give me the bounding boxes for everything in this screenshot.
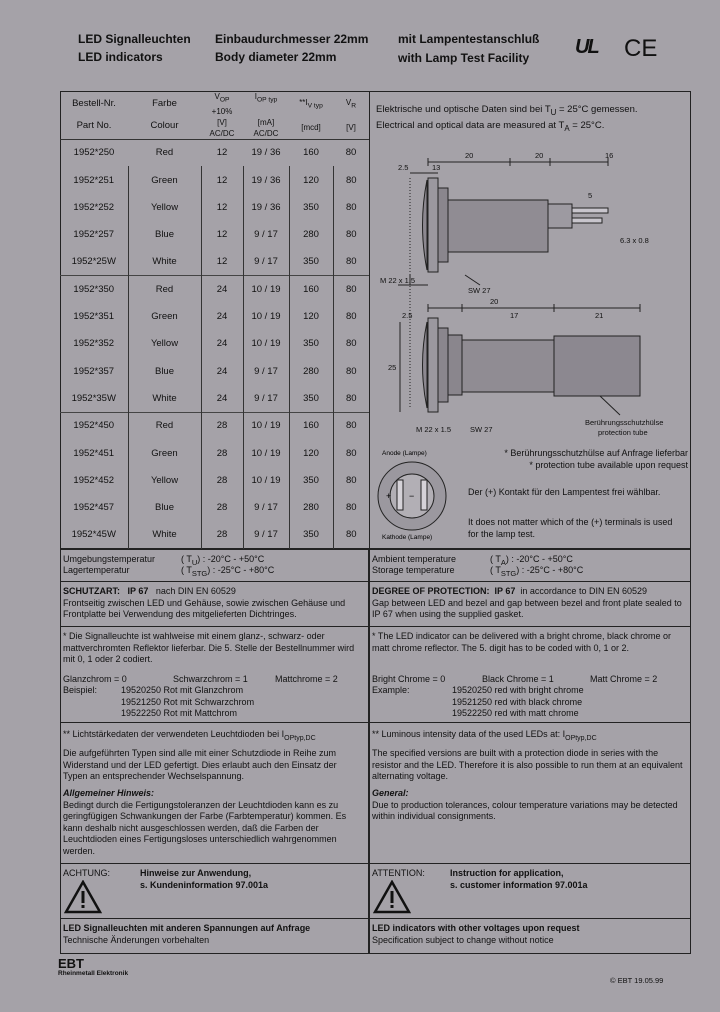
col-vr: $V_R$ [V] [333, 91, 369, 139]
table-row [60, 467, 369, 494]
table-cell: 9 / 17 [243, 521, 289, 548]
dim-label-m22-top: M 22 x 1.5 [380, 276, 416, 285]
table-cell: 9 / 17 [243, 221, 289, 248]
dim-label-20a: 20 [465, 151, 474, 160]
dim-label-25: 25 [388, 363, 397, 372]
temperatures-de: Umgebungstemperatur ( $T_U$) : -20°C - +50°C Lagertemperatur ( $T_{STG}$) : -25°C - +80°C [63, 554, 275, 578]
table-cell: 120 [289, 439, 333, 466]
ul-mark-icon: UL [575, 36, 598, 58]
table-cell: 10 / 19 [243, 439, 289, 466]
table-cell: 280 [289, 221, 333, 248]
minus-icon: − [409, 491, 415, 501]
table-cell: 1952*257 [73, 229, 115, 241]
terminal-1 [572, 208, 608, 213]
table-cell: 28 [201, 494, 243, 521]
divider-1-en [369, 581, 691, 582]
divider-4-de [60, 863, 369, 864]
table-cell: 28 [201, 412, 243, 439]
table-cell: 1952*35W [71, 392, 116, 404]
table-cell: 10 / 19 [243, 467, 289, 494]
table-cell: 350 [289, 330, 333, 357]
dim-label-sw27-bottom: SW 27 [470, 425, 493, 434]
body-diameter-en: Body diameter 22mm [215, 50, 337, 64]
diagram-label-top: Anode (Lampe) [382, 450, 427, 457]
table-row [60, 303, 369, 330]
dim-sw27 [465, 275, 480, 285]
title-de: LED Signalleuchten [78, 32, 191, 46]
table-cell: 1952*450 [60, 412, 128, 439]
table-cell: 80 [333, 248, 369, 275]
body-top [448, 200, 548, 252]
divider-1-de [60, 581, 369, 582]
divider-3-en [369, 722, 691, 723]
table-row [60, 221, 369, 248]
diode-note-de: Die aufgeführten Typen sind alle mit einer Schutzdiode in Reihe zum Widerstand und der LED gefertigt. Dies erlaubt auch den Einsatz der Typen an entsprechender Wechselspannung. [63, 748, 337, 781]
dim-label-13: 13 [432, 163, 441, 172]
lens-bottom [423, 322, 428, 408]
body-diameter-de: Einbaudurchmesser 22mm [215, 32, 369, 46]
table-row [60, 166, 369, 193]
col-part-no: Bestell-Nr. Part No. [60, 91, 128, 139]
table-cell: 80 [333, 521, 369, 548]
table-cell: 1952*357 [73, 365, 115, 377]
dim-label-2-5: 2.5 [398, 163, 409, 172]
table-cell: 80 [333, 357, 369, 384]
contact-note-de: Der (+) Kontakt für den Lampentest frei wählbar. [468, 487, 661, 497]
table-cell: 350 [289, 521, 333, 548]
table-cell: 24 [201, 276, 243, 303]
table-row [60, 412, 369, 439]
table-row [60, 439, 369, 466]
table-row [60, 521, 369, 548]
table-cell: 80 [333, 194, 369, 221]
table-cell: 1952*25W [71, 256, 116, 268]
table-cell: 80 [333, 276, 369, 303]
table-cell: White [128, 385, 201, 412]
table-cell: 80 [333, 412, 369, 439]
table-cell: Red [128, 412, 201, 439]
chrome-codes-de: Glanzchrom = 0 Schwarzchrom = 1 Mattchrome = 2 [63, 674, 338, 684]
table-cell: 80 [333, 494, 369, 521]
table-cell: 9 / 17 [243, 357, 289, 384]
table-cell: 350 [289, 248, 333, 275]
dim-label-5: 5 [588, 191, 593, 200]
body-bottom [462, 340, 554, 392]
table-row [60, 248, 369, 275]
col-iop: $I_{OP typ}$ [mA] AC/DC [243, 91, 289, 139]
table-cell: 9 / 17 [243, 494, 289, 521]
footer-en: LED indicators with other voltages upon request Specification subject to change without notice [372, 923, 580, 945]
table-cell: 160 [289, 276, 333, 303]
table-cell: 1952*451 [73, 447, 115, 459]
table-row [60, 385, 369, 412]
table-cell: Blue [128, 221, 201, 248]
table-cell: 9 / 17 [243, 385, 289, 412]
table-cell: 9 / 17 [243, 248, 289, 275]
diode-note-en: The specified versions are built with a protection diode in series with the resistor and the LED. Therefore it is also possible to run them at an equivalent alternating voltage. [372, 748, 683, 781]
table-cell: Green [128, 303, 201, 330]
table-cell: 19 / 36 [243, 166, 289, 193]
luminous-note-de: ** Lichtstärkedaten der verwendeten Leuchtdioden bei $I_{OPtyp,DC}$ [63, 729, 316, 742]
table-cell: 28 [201, 439, 243, 466]
table-cell: 80 [333, 221, 369, 248]
dim-label-m22-bottom: M 22 x 1.5 [416, 425, 452, 434]
table-cell: 24 [201, 303, 243, 330]
table-cell: 19 / 36 [251, 147, 281, 159]
table-cell: 80 [333, 303, 369, 330]
tube-note: * Berührungsschutzhülse auf Anfrage lieferbar * protection tube available upon request [504, 448, 688, 470]
table-cell: 120 [289, 166, 333, 193]
table-cell: 10 / 19 [243, 412, 289, 439]
general-note-en: General: Due to production tolerances, colour temperature variations may be detected within individual consignments. [372, 788, 678, 821]
protection-de: SCHUTZART: IP 67 nach DIN EN 60529 Frontseitig zwischen LED und Gehäuse, sowie zwischen Gehäuse und Frontplatte bei Verwendung des mitgelieferten Dichtringes. [63, 586, 346, 619]
table-cell: 80 [333, 166, 369, 193]
table-cell: 80 [333, 439, 369, 466]
dim-label-21: 21 [595, 311, 604, 320]
divider-2-de [60, 626, 369, 627]
bezel-bottom [428, 318, 438, 412]
lamp-test-de: mit Lampentestanschluß [398, 32, 540, 46]
table-cell: Yellow [128, 467, 201, 494]
table-cell: 24 [201, 330, 243, 357]
table-cell: Blue [128, 357, 201, 384]
warning-icon [64, 880, 102, 914]
measure-note-de: Elektrische und optische Daten sind bei $T_U = 25^\circ C$ gemessen. [376, 104, 638, 117]
plus-icon: + [386, 491, 392, 501]
diagram-label-bottom: Kathode (Lampe) [382, 534, 433, 541]
attention-text-en: Instruction for application, s. customer information 97.001a [450, 868, 588, 890]
divider-2-en [369, 626, 691, 627]
spec-table [60, 91, 369, 549]
general-note-de: Allgemeiner Hinweis: Bedingt durch die Fertigungstoleranzen der Leuchtdioden kann es zu geringfügigen Schwankungen der Farbe (Farbtemperatur) kommen. Es kann deshalb nicht ausgeschlossen werden, daß die Farben der Leuchtdioden eines Fertigungsloses unterschiedlich wahrgenommen werden. [63, 788, 347, 856]
table-row [60, 139, 369, 166]
chrome-codes-en: Bright Chrome = 0 Black Chrome = 1 Matt Chrome = 2 [372, 674, 658, 684]
nut-top [438, 188, 448, 262]
terminal-plus-b [421, 480, 427, 510]
divider-5-en [369, 918, 691, 919]
measure-note-en: Electrical and optical data are measured at $T_A = 25^\circ C$. [376, 120, 605, 133]
table-cell: 350 [289, 385, 333, 412]
tube-leader [600, 396, 620, 415]
dim-label-2-5-bottom: 2.5 [402, 311, 413, 320]
table-cell: 350 [289, 467, 333, 494]
table-cell: 1952*351 [73, 311, 115, 323]
table-cell: 10 / 19 [243, 303, 289, 330]
protection-en: DEGREE OF PROTECTION: IP 67 in accordance to DIN EN 60529 Gap between LED and bezel and gap between bezel and front plate sealed to IP 67 when using the supplied gasket. [372, 586, 682, 619]
table-cell: 1952*252 [73, 201, 115, 213]
table-cell: 160 [303, 147, 319, 159]
table-cell: 24 [201, 357, 243, 384]
connection-diagram [372, 446, 452, 542]
terminal-plus-a [397, 480, 403, 510]
table-cell: 28 [201, 467, 243, 494]
table-cell: Yellow [128, 194, 201, 221]
warning-icon [373, 880, 411, 914]
reflector-en: * The LED indicator can be delivered with a bright chrome, black chrome or matt chrome reflector. The 5. digit has to be coded with 0, 1 or 2. [372, 631, 671, 653]
table-cell: 1952*250 [73, 147, 115, 159]
table-cell: 12 [201, 248, 243, 275]
terminal-block-top [548, 204, 572, 228]
table-header-row [60, 91, 369, 139]
examples-en: Example: 19520250 red with bright chrome 19521250 red with black chrome 19522250 red with matt chrome [372, 685, 584, 718]
dim-top [428, 158, 608, 166]
divider-5-de [60, 918, 369, 919]
dim-label-17: 17 [510, 311, 519, 320]
brand-logo: EBT [58, 956, 84, 971]
col-vop: $V_{OP}$ +10% [V] AC/DC [201, 91, 243, 139]
lens-top [423, 180, 428, 270]
divider-4-en [369, 863, 691, 864]
footer-de: LED Signalleuchten mit anderen Spannungen auf Anfrage Technische Änderungen vorbehalten [63, 923, 311, 945]
dim-label-sw27-top: SW 27 [468, 286, 491, 295]
table-cell: 12 [201, 221, 243, 248]
dim-bottom [428, 304, 640, 312]
table-cell: Green [128, 439, 201, 466]
table-cell: 12 [216, 147, 228, 159]
table-cell: 1952*45W [71, 529, 116, 541]
table-cell: White [128, 248, 201, 275]
table-cell: 1952*251 [73, 174, 115, 186]
table-cell: 10 / 19 [243, 330, 289, 357]
table-cell: 28 [201, 521, 243, 548]
ce-mark-icon: CE [624, 35, 658, 62]
attention-text-de: Hinweise zur Anwendung, s. Kundeninformation 97.001a [140, 868, 269, 890]
table-cell: 80 [333, 330, 369, 357]
table-cell: 1952*457 [73, 502, 115, 514]
table-cell: 10 / 19 [243, 276, 289, 303]
dim-label-20b: 20 [535, 151, 544, 160]
table-cell: Red [155, 147, 174, 159]
tube-label-de: Berührungsschutzhülse [585, 418, 664, 427]
table-cell: 80 [345, 147, 357, 159]
terminal-2 [572, 218, 602, 223]
temperatures-en: Ambient temperature ( $T_A$) : -20°C - +50°C Storage temperature ( $T_{STG}$) : -25°C - +80°C [372, 554, 584, 578]
nut-bottom [438, 328, 448, 402]
table-cell: 12 [201, 194, 243, 221]
table-cell: White [128, 521, 201, 548]
table-cell: 19 / 36 [243, 194, 289, 221]
reflector-de: * Die Signalleuchte ist wahlweise mit einem glanz-, schwarz- oder mattverchromten Reflektor lieferbar. Die 5. Stelle der Bestellnummer wird mit 0, 1 oder 2 codiert. [63, 631, 355, 664]
table-cell: 12 [201, 166, 243, 193]
table-row [60, 357, 369, 384]
table-cell: Blue [128, 494, 201, 521]
table-cell: 80 [333, 467, 369, 494]
col-colour: Farbe Colour [128, 91, 201, 139]
table-cell: Green [128, 166, 201, 193]
attention-label-en: ATTENTION: [372, 868, 425, 878]
dimension-drawing [370, 140, 690, 450]
brand-sub: Rheinmetall Elektronik [58, 970, 129, 977]
table-row [60, 194, 369, 221]
attention-label-de: ACHTUNG: [63, 868, 110, 878]
dim-label-16: 16 [605, 151, 614, 160]
table-cell: 24 [201, 385, 243, 412]
divider-3-de [60, 722, 369, 723]
table-cell: Yellow [128, 330, 201, 357]
luminous-note-en: ** Luminous intensity data of the used LEDs at: $I_{OPtyp,DC}$ [372, 729, 597, 742]
table-row [60, 276, 369, 303]
title-en: LED indicators [78, 50, 163, 64]
tube-label-en: protection tube [598, 428, 648, 437]
dim-label-20-bottom: 20 [490, 297, 499, 306]
table-row [60, 330, 369, 357]
table-row [60, 494, 369, 521]
table-cell: 280 [289, 357, 333, 384]
table-cell: 350 [289, 194, 333, 221]
table-cell: 1952*452 [73, 474, 115, 486]
protection-tube [554, 336, 640, 396]
contact-note-en: It does not matter which of the (+) terminals is used for the lamp test. [468, 517, 673, 539]
copyright: © EBT 19.05.99 [610, 976, 664, 985]
table-cell: Red [128, 276, 201, 303]
bezel-top [428, 178, 438, 272]
table-cell: 120 [289, 303, 333, 330]
examples-de: Beispiel: 19520250 Rot mit Glanzchrom 19521250 Rot mit Schwarzchrom 19522250 Rot mit Mattchrom [63, 685, 255, 718]
collar-bottom [448, 335, 462, 395]
table-cell: 280 [289, 494, 333, 521]
lamp-test-en: with Lamp Test Facility [398, 51, 530, 65]
col-iv: $**I_{V typ}$ [mcd] [289, 91, 333, 139]
table-cell: 80 [333, 385, 369, 412]
table-cell: 1952*352 [73, 338, 115, 350]
table-cell: 160 [289, 412, 333, 439]
table-cell: 1952*350 [60, 276, 128, 303]
dim-label-terminal: 6.3 x 0.8 [620, 236, 649, 245]
